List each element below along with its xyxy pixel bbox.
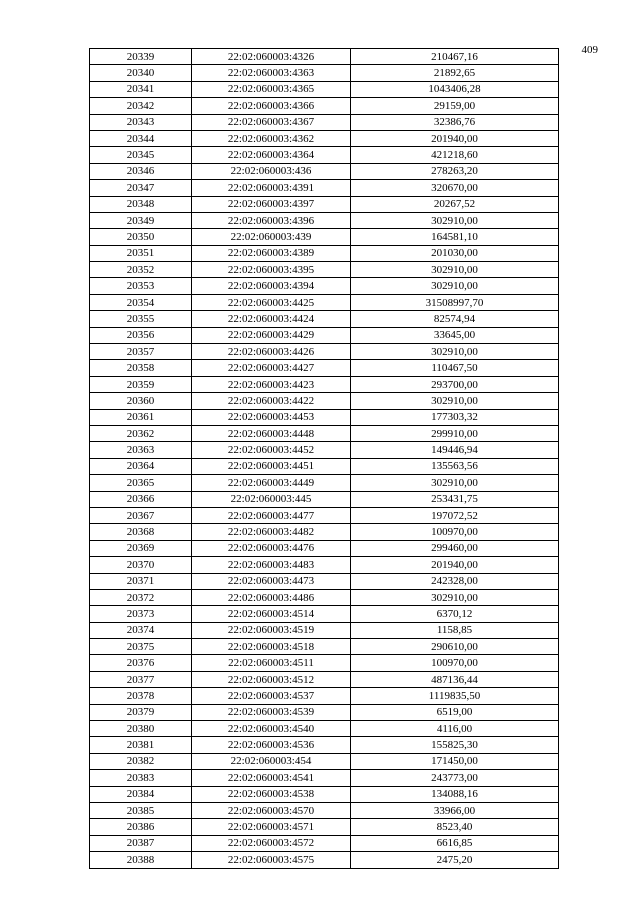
table-row: [90, 180, 559, 196]
value-cell: 243773,00: [351, 770, 559, 786]
value-cell: 302910,00: [351, 589, 559, 605]
row-number-cell: 20350: [90, 229, 192, 245]
table-row: [90, 491, 559, 507]
value-cell: 197072,52: [351, 507, 559, 523]
table-row: [90, 770, 559, 786]
table-row: [90, 573, 559, 589]
table-row: [90, 147, 559, 163]
row-number-cell: 20342: [90, 98, 192, 114]
table-row: [90, 524, 559, 540]
table-row: [90, 114, 559, 130]
cadastral-number-cell: 22:02:060003:4391: [192, 180, 351, 196]
cadastral-number-cell: 22:02:060003:4512: [192, 671, 351, 687]
row-number-cell: 20351: [90, 245, 192, 261]
table-row: [90, 65, 559, 81]
value-cell: 1158,85: [351, 622, 559, 638]
value-cell: 171450,00: [351, 753, 559, 769]
value-cell: 1119835,50: [351, 688, 559, 704]
table-row: [90, 622, 559, 638]
cadastral-number-cell: 22:02:060003:4425: [192, 294, 351, 310]
table-row: [90, 311, 559, 327]
row-number-cell: 20385: [90, 802, 192, 818]
value-cell: 155825,30: [351, 737, 559, 753]
table-row: [90, 49, 559, 65]
cadastral-number-cell: 22:02:060003:4570: [192, 802, 351, 818]
cadastral-number-cell: 22:02:060003:4364: [192, 147, 351, 163]
value-cell: 293700,00: [351, 376, 559, 392]
row-number-cell: 20368: [90, 524, 192, 540]
value-cell: 31508997,70: [351, 294, 559, 310]
row-number-cell: 20386: [90, 819, 192, 835]
value-cell: 302910,00: [351, 262, 559, 278]
value-cell: 149446,94: [351, 442, 559, 458]
row-number-cell: 20369: [90, 540, 192, 556]
value-cell: 1043406,28: [351, 81, 559, 97]
row-number-cell: 20388: [90, 852, 192, 868]
table-row: [90, 163, 559, 179]
row-number-cell: 20355: [90, 311, 192, 327]
table-row: [90, 540, 559, 556]
row-number-cell: 20387: [90, 835, 192, 851]
cadastral-number-cell: 22:02:060003:4427: [192, 360, 351, 376]
table-row: [90, 393, 559, 409]
table-row: [90, 245, 559, 261]
table-row: [90, 425, 559, 441]
cadastral-number-cell: 22:02:060003:4536: [192, 737, 351, 753]
value-cell: 6616,85: [351, 835, 559, 851]
value-cell: 421218,60: [351, 147, 559, 163]
row-number-cell: 20370: [90, 557, 192, 573]
table-row: [90, 655, 559, 671]
cadastral-number-cell: 22:02:060003:439: [192, 229, 351, 245]
row-number-cell: 20345: [90, 147, 192, 163]
cadastral-number-cell: 22:02:060003:4397: [192, 196, 351, 212]
table-row: [90, 229, 559, 245]
row-number-cell: 20376: [90, 655, 192, 671]
table-row: [90, 98, 559, 114]
table-row: [90, 344, 559, 360]
cadastral-number-cell: 22:02:060003:4424: [192, 311, 351, 327]
value-cell: 320670,00: [351, 180, 559, 196]
table-row: [90, 671, 559, 687]
table-row: [90, 294, 559, 310]
value-cell: 100970,00: [351, 655, 559, 671]
value-cell: 6370,12: [351, 606, 559, 622]
registry-table-body: [90, 49, 559, 869]
row-number-cell: 20382: [90, 753, 192, 769]
row-number-cell: 20352: [90, 262, 192, 278]
value-cell: 100970,00: [351, 524, 559, 540]
table-row: [90, 196, 559, 212]
cadastral-number-cell: 22:02:060003:4482: [192, 524, 351, 540]
table-row: [90, 360, 559, 376]
cadastral-number-cell: 22:02:060003:4363: [192, 65, 351, 81]
cadastral-number-cell: 22:02:060003:4486: [192, 589, 351, 605]
value-cell: 110467,50: [351, 360, 559, 376]
value-cell: 33645,00: [351, 327, 559, 343]
cadastral-number-cell: 22:02:060003:4423: [192, 376, 351, 392]
cadastral-number-cell: 22:02:060003:4575: [192, 852, 351, 868]
table-row: [90, 262, 559, 278]
table-row: [90, 557, 559, 573]
table-row: [90, 753, 559, 769]
row-number-cell: 20364: [90, 458, 192, 474]
table-row: [90, 589, 559, 605]
value-cell: 210467,16: [351, 49, 559, 65]
table-row: [90, 835, 559, 851]
row-number-cell: 20374: [90, 622, 192, 638]
row-number-cell: 20379: [90, 704, 192, 720]
value-cell: 2475,20: [351, 852, 559, 868]
cadastral-number-cell: 22:02:060003:4511: [192, 655, 351, 671]
value-cell: 290610,00: [351, 639, 559, 655]
page-number: 409: [581, 44, 598, 56]
value-cell: 29159,00: [351, 98, 559, 114]
value-cell: 4116,00: [351, 721, 559, 737]
row-number-cell: 20347: [90, 180, 192, 196]
table-row: [90, 721, 559, 737]
value-cell: 135563,56: [351, 458, 559, 474]
value-cell: 302910,00: [351, 475, 559, 491]
value-cell: 201940,00: [351, 130, 559, 146]
row-number-cell: 20346: [90, 163, 192, 179]
value-cell: 302910,00: [351, 344, 559, 360]
value-cell: 6519,00: [351, 704, 559, 720]
row-number-cell: 20360: [90, 393, 192, 409]
value-cell: 20267,52: [351, 196, 559, 212]
cadastral-number-cell: 22:02:060003:4473: [192, 573, 351, 589]
table-row: [90, 130, 559, 146]
cadastral-number-cell: 22:02:060003:4366: [192, 98, 351, 114]
row-number-cell: 20363: [90, 442, 192, 458]
row-number-cell: 20341: [90, 81, 192, 97]
cadastral-number-cell: 22:02:060003:4452: [192, 442, 351, 458]
table-row: [90, 81, 559, 97]
value-cell: 82574,94: [351, 311, 559, 327]
cadastral-number-cell: 22:02:060003:4326: [192, 49, 351, 65]
table-row: [90, 475, 559, 491]
row-number-cell: 20344: [90, 130, 192, 146]
cadastral-number-cell: 22:02:060003:4540: [192, 721, 351, 737]
cadastral-number-cell: 22:02:060003:4518: [192, 639, 351, 655]
cadastral-number-cell: 22:02:060003:4483: [192, 557, 351, 573]
table-row: [90, 737, 559, 753]
cadastral-number-cell: 22:02:060003:4539: [192, 704, 351, 720]
table-row: [90, 327, 559, 343]
row-number-cell: 20378: [90, 688, 192, 704]
cadastral-number-cell: 22:02:060003:4429: [192, 327, 351, 343]
row-number-cell: 20354: [90, 294, 192, 310]
table-row: [90, 606, 559, 622]
cadastral-number-cell: 22:02:060003:4367: [192, 114, 351, 130]
row-number-cell: 20365: [90, 475, 192, 491]
table-row: [90, 278, 559, 294]
value-cell: 164581,10: [351, 229, 559, 245]
row-number-cell: 20380: [90, 721, 192, 737]
cadastral-number-cell: 22:02:060003:445: [192, 491, 351, 507]
row-number-cell: 20362: [90, 425, 192, 441]
cadastral-number-cell: 22:02:060003:454: [192, 753, 351, 769]
cadastral-number-cell: 22:02:060003:4538: [192, 786, 351, 802]
row-number-cell: 20377: [90, 671, 192, 687]
row-number-cell: 20361: [90, 409, 192, 425]
value-cell: 299460,00: [351, 540, 559, 556]
cadastral-number-cell: 22:02:060003:4394: [192, 278, 351, 294]
value-cell: 253431,75: [351, 491, 559, 507]
table-row: [90, 786, 559, 802]
row-number-cell: 20353: [90, 278, 192, 294]
value-cell: 201940,00: [351, 557, 559, 573]
row-number-cell: 20384: [90, 786, 192, 802]
cadastral-number-cell: 22:02:060003:4571: [192, 819, 351, 835]
table-row: [90, 852, 559, 868]
cadastral-number-cell: 22:02:060003:4541: [192, 770, 351, 786]
cadastral-number-cell: 22:02:060003:4365: [192, 81, 351, 97]
row-number-cell: 20372: [90, 589, 192, 605]
cadastral-number-cell: 22:02:060003:4448: [192, 425, 351, 441]
table-row: [90, 212, 559, 228]
row-number-cell: 20340: [90, 65, 192, 81]
table-row: [90, 442, 559, 458]
row-number-cell: 20348: [90, 196, 192, 212]
value-cell: 487136,44: [351, 671, 559, 687]
row-number-cell: 20349: [90, 212, 192, 228]
cadastral-number-cell: 22:02:060003:4396: [192, 212, 351, 228]
row-number-cell: 20381: [90, 737, 192, 753]
cadastral-number-cell: 22:02:060003:4389: [192, 245, 351, 261]
cadastral-number-cell: 22:02:060003:4422: [192, 393, 351, 409]
table-row: [90, 704, 559, 720]
value-cell: 8523,40: [351, 819, 559, 835]
table-row: [90, 409, 559, 425]
cadastral-number-cell: 22:02:060003:4453: [192, 409, 351, 425]
value-cell: 21892,65: [351, 65, 559, 81]
table-row: [90, 819, 559, 835]
cadastral-number-cell: 22:02:060003:4395: [192, 262, 351, 278]
row-number-cell: 20356: [90, 327, 192, 343]
table-row: [90, 376, 559, 392]
row-number-cell: 20357: [90, 344, 192, 360]
value-cell: 302910,00: [351, 393, 559, 409]
value-cell: 33966,00: [351, 802, 559, 818]
row-number-cell: 20358: [90, 360, 192, 376]
cadastral-number-cell: 22:02:060003:4362: [192, 130, 351, 146]
value-cell: 134088,16: [351, 786, 559, 802]
row-number-cell: 20373: [90, 606, 192, 622]
value-cell: 278263,20: [351, 163, 559, 179]
row-number-cell: 20359: [90, 376, 192, 392]
cadastral-number-cell: 22:02:060003:4514: [192, 606, 351, 622]
row-number-cell: 20375: [90, 639, 192, 655]
value-cell: 177303,32: [351, 409, 559, 425]
row-number-cell: 20343: [90, 114, 192, 130]
cadastral-number-cell: 22:02:060003:4519: [192, 622, 351, 638]
cadastral-number-cell: 22:02:060003:4537: [192, 688, 351, 704]
row-number-cell: 20371: [90, 573, 192, 589]
cadastral-number-cell: 22:02:060003:4449: [192, 475, 351, 491]
value-cell: 32386,76: [351, 114, 559, 130]
registry-table: [89, 48, 559, 869]
table-row: [90, 507, 559, 523]
cadastral-number-cell: 22:02:060003:4451: [192, 458, 351, 474]
cadastral-number-cell: 22:02:060003:4476: [192, 540, 351, 556]
cadastral-number-cell: 22:02:060003:4572: [192, 835, 351, 851]
value-cell: 302910,00: [351, 212, 559, 228]
value-cell: 242328,00: [351, 573, 559, 589]
table-row: [90, 458, 559, 474]
row-number-cell: 20367: [90, 507, 192, 523]
value-cell: 302910,00: [351, 278, 559, 294]
row-number-cell: 20339: [90, 49, 192, 65]
table-row: [90, 688, 559, 704]
value-cell: 299910,00: [351, 425, 559, 441]
row-number-cell: 20383: [90, 770, 192, 786]
cadastral-number-cell: 22:02:060003:4426: [192, 344, 351, 360]
cadastral-number-cell: 22:02:060003:4477: [192, 507, 351, 523]
row-number-cell: 20366: [90, 491, 192, 507]
cadastral-number-cell: 22:02:060003:436: [192, 163, 351, 179]
table-row: [90, 639, 559, 655]
table-row: [90, 802, 559, 818]
value-cell: 201030,00: [351, 245, 559, 261]
